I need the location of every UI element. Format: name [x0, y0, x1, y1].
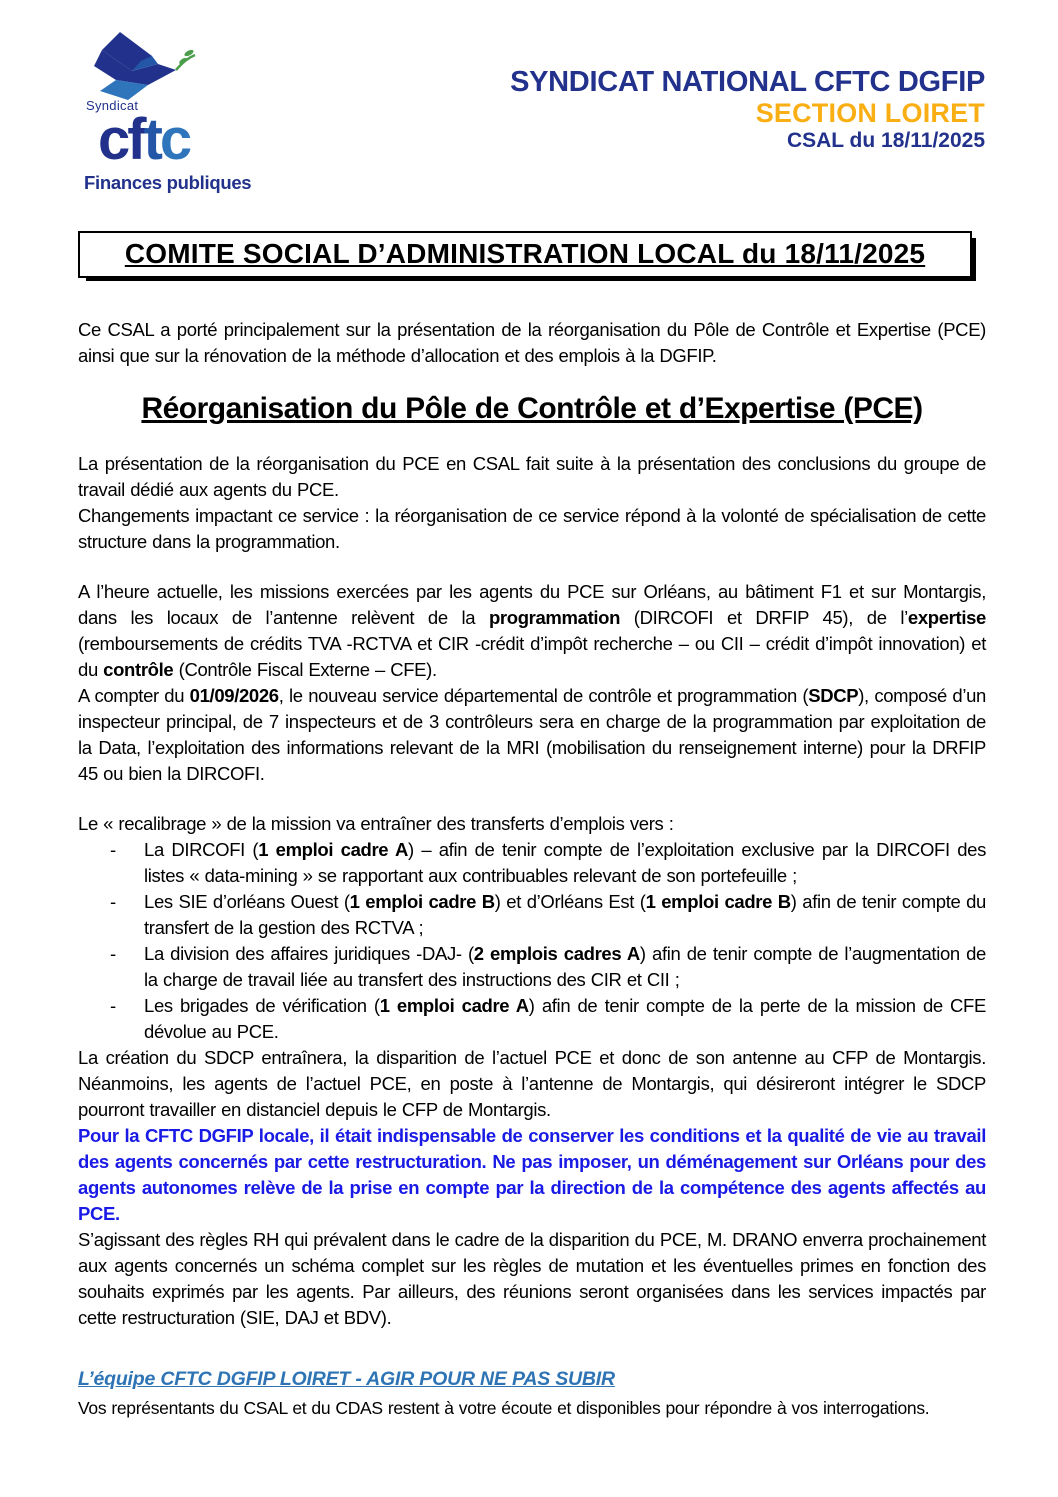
- logo-tagline: Finances publiques: [84, 172, 252, 194]
- document-body: [78, 317, 986, 1331]
- bullet-text: Les SIE d’orléans Ouest (1 emploi cadre B) et d’Orléans Est (1 emploi cadre B) afin de tenir compte du transfert de la gestion des RCTVA ;: [144, 891, 986, 938]
- document-header: [510, 66, 985, 152]
- header-title: SYNDICAT NATIONAL CFTC DGFIP: [510, 66, 985, 98]
- footer-contact-text: Vos représentants du CSAL et du CDAS restent à votre écoute et disponibles pour répondre à vos interrogations.: [78, 1398, 930, 1418]
- document-footer: [78, 1368, 986, 1420]
- paragraph-recalibrage: Le « recalibrage » de la mission va entraîner des transferts d’emplois vers :: [78, 813, 674, 834]
- header-meeting-date: CSAL du 18/11/2025: [786, 128, 985, 152]
- list-item: [78, 889, 986, 941]
- paragraph-cftc-position: Pour la CFTC DGFIP locale, il était indispensable de conserver les conditions et la qualité de vie au travail des agents concernés par cette restructuration. Ne pas imposer, un déménagement sur Orléans pour des agents autonomes relève de la prise en compte par la direction de la compétence des agents affectés au PCE.: [78, 1125, 986, 1224]
- title-banner: [78, 231, 972, 278]
- paragraph-changements: Changements impactant ce service : la réorganisation de ce service répond à la volonté de spécialisation de cette structure dans la programmation.: [78, 505, 986, 552]
- list-item: [78, 993, 986, 1045]
- paragraph-creation-sdcp: La création du SDCP entraînera, la disparition de l’actuel PCE et donc de son antenne au CFP de Montargis. Néanmoins, les agents de l’actuel PCE, en poste à l’antenne de Montargis, qui désireront intégrer le SDCP pourront travailler en distanciel depuis le CFP de Montargis.: [78, 1047, 986, 1120]
- bullet-text: La division des affaires juridiques -DAJ- (2 emplois cadres A) afin de tenir compte de l’augmentation de la charge de travail liée au transfert des instructions des CIR et CII ;: [144, 943, 986, 990]
- bullet-text: La DIRCOFI (1 emploi cadre A) – afin de tenir compte de l’exploitation exclusive par la DIRCOFI des listes « data-mining » se rapportant aux contribuables relevant de son portefeuille ;: [144, 839, 986, 886]
- paragraph-intro: Ce CSAL a porté principalement sur la présentation de la réorganisation du Pôle de Contrôle et Expertise (PCE) ainsi que sur la rénovation de la méthode d’allocation et des emplois à la DGFIP.: [78, 319, 986, 366]
- cftc-logo: [84, 30, 252, 194]
- bullet-dash: -: [110, 839, 116, 860]
- list-item: [78, 941, 986, 993]
- bullet-dash: -: [110, 891, 116, 912]
- logo-brand-text: cftc: [98, 107, 190, 172]
- paragraph-missions: A l’heure actuelle, les missions exercées par les agents du PCE sur Orléans, au bâtiment F1 et sur Montargis, dans les locaux de l’antenne relèvent de la programmation (DIRCOFI et DRFIP 45), de l’expertise (remboursements de crédits TVA -RCTVA et CIR -crédit d’impôt recherche – ou CII – crédit d’impôt innovation) et du contrôle (Contrôle Fiscal Externe – CFE).: [78, 581, 986, 680]
- header-section: SECTION LOIRET: [755, 98, 985, 129]
- paragraph-sdcp: A compter du 01/09/2026, le nouveau service départemental de contrôle et programmation (SDCP), composé d’un inspecteur principal, de 7 inspecteurs et de 3 contrôleurs sera en charge de la programmation par exploitation de la Data, l’exploitation des informations relevant de la MRI (mobilisation du renseignement interne) pour la DRFIP 45 ou bien la DIRCOFI.: [78, 685, 986, 784]
- footer-team-slogan: L’équipe CFTC DGFIP LOIRET - AGIR POUR NE PAS SUBIR: [78, 1368, 615, 1390]
- transfer-bullet-list: [78, 837, 986, 1045]
- section-heading: Réorganisation du Pôle de Contrôle et d’Expertise (PCE): [141, 392, 923, 425]
- bullet-dash: -: [110, 943, 116, 964]
- paragraph-regles-rh: S’agissant des règles RH qui prévalent dans le cadre de la disparition du PCE, M. DRANO enverra prochainement aux agents concernés un schéma complet sur les règles de mutation et les éventuelles primes en fonction des souhaits exprimés par les agents. Par ailleurs, des réunions seront organisées dans les services impactés par cette restructuration (SIE, DAJ et BDV).: [78, 1229, 986, 1328]
- bullet-dash: -: [110, 995, 116, 1016]
- spacer: [78, 555, 986, 579]
- logo-syndicat-label: Syndicat: [86, 98, 139, 113]
- bullet-text: Les brigades de vérification (1 emploi cadre A) afin de tenir compte de la perte de la mission de CFE dévolue au PCE.: [144, 995, 986, 1042]
- paragraph-presentation: La présentation de la réorganisation du PCE en CSAL fait suite à la présentation des conclusions du groupe de travail dédié aux agents du PCE.: [78, 453, 986, 500]
- title-banner-text: COMITE SOCIAL D’ADMINISTRATION LOCAL du 18/11/2025: [124, 238, 926, 269]
- spacer: [78, 787, 986, 811]
- list-item: [78, 837, 986, 889]
